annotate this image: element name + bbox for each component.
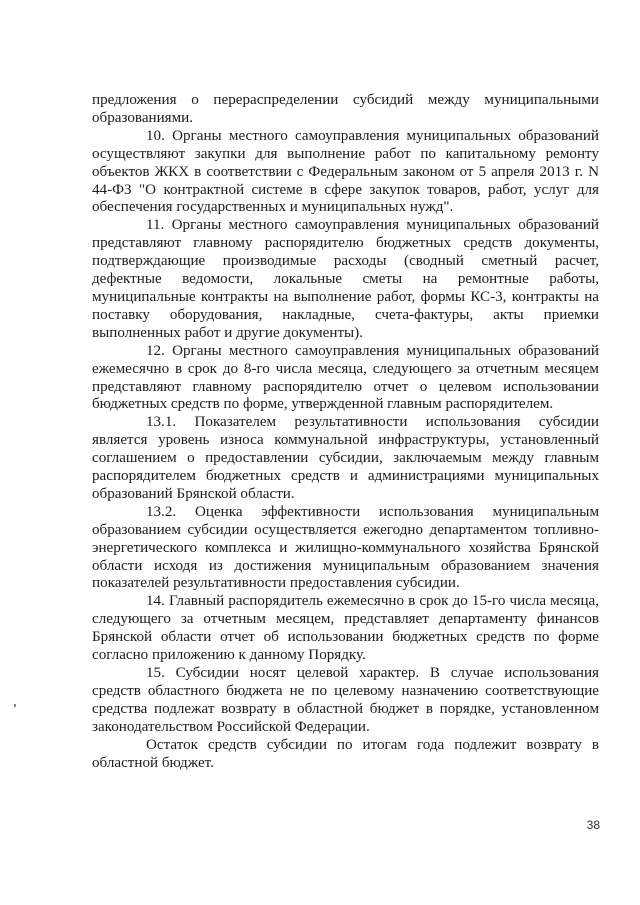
document-body	[92, 92, 599, 772]
paragraph-14: 14. Главный распорядитель ежемесячно в срок до 15-го числа месяца, следующего за отчетным месяцем, представляет департаменту финансов Брянской области отчет об использовании бюджетных средств по форме согласно приложению к данному Порядку.	[92, 593, 599, 664]
paragraph-13-1: 13.1. Показателем результативности использования субсидии является уровень износа коммунальной инфраструктуры, установленный соглашением о предоставлении субсидии, заключаемым между главным распорядителем бюджетных средств и администрациями муниципальных образований Брянской области.	[92, 414, 599, 502]
page-number: 38	[586, 818, 600, 832]
paragraph-13-2: 13.2. Оценка эффективности использования муниципальным образованием субсидии осуществляется ежегодно департаментом топливно-энергетического комплекса и жилищно-коммунального хозяйства Брянской области исходя из достижения муниципальным образованием значения показателей результативности предоставления субсидии.	[92, 503, 599, 592]
paragraph-15: 15. Субсидии носят целевой характер. В случае использования средств областного бюджета не по целевому назначению соответствующие средства подлежат возврату в областной бюджет в порядке, установленном законодательством Российской Федерации.	[92, 665, 599, 735]
paragraph-11: 11. Органы местного самоуправления муниципальных образований представляют главному распорядителю бюджетных средств документы, подтверждающие производимые расходы (сводный сметный расчет, дефектные ведомости, локальные сметы на ремонтные работы, муниципальные контракты на выполнение работ, формы КС-3, контракты на поставку оборудования, накладные, счета-фактуры, акты приемки выполненных работ и другие документы).	[92, 217, 599, 341]
paragraph-10: 10. Органы местного самоуправления муниципальных образований осуществляют закупки для выполнение работ по капитальному ремонту объектов ЖКХ в соответствии с Федеральным законом от 5 апреля 2013 г. N 44-ФЗ "О контрактной системе в сфере закупок товаров, работ, услуг для обеспечения государственных и муниципальных нужд".	[92, 127, 599, 216]
paragraph-12: 12. Органы местного самоуправления муниципальных образований ежемесячно в срок до 8-го числа месяца, следующего за отчетным месяцем представляют главному распорядителю отчет о целевом использовании бюджетных средств по форме, утвержденной главным распорядителем.	[92, 342, 599, 413]
paragraph-remainder: Остаток средств субсидии по итогам года подлежит возврату в областной бюджет.	[92, 736, 599, 771]
scan-artifact	[14, 704, 16, 707]
paragraph-continuation: предложения о перераспределении субсидий между муниципальными образованиями.	[92, 92, 599, 126]
